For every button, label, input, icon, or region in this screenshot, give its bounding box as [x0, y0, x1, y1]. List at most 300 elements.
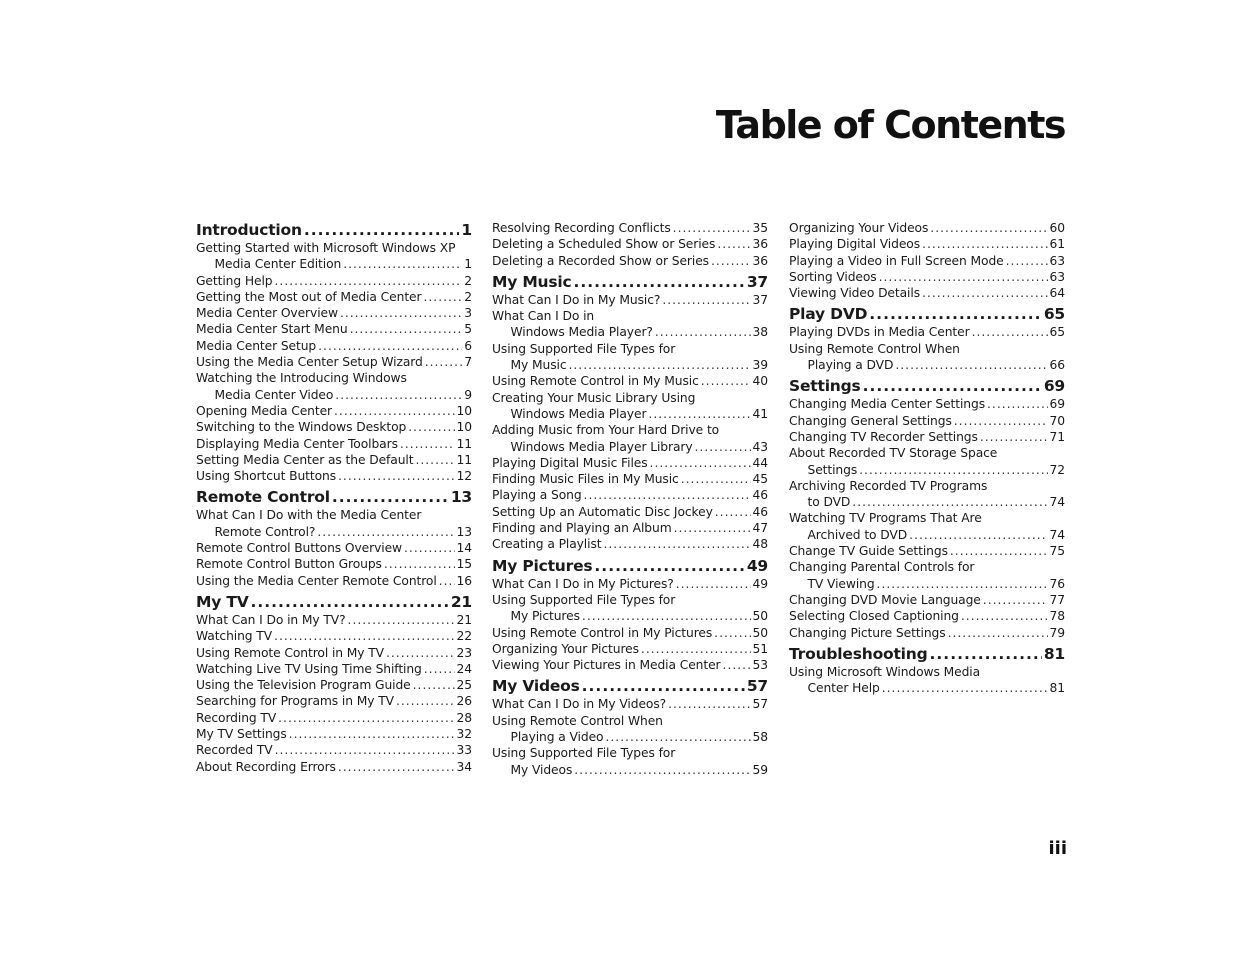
entry-page-number: 7 — [464, 355, 472, 370]
entry-page-number: 75 — [1049, 544, 1065, 559]
dot-leader — [673, 220, 751, 236]
entry-page-number: 69 — [1049, 397, 1065, 412]
toc-entry[interactable] — [789, 285, 1065, 301]
toc-entry[interactable] — [492, 406, 768, 422]
toc-entry[interactable] — [196, 436, 472, 452]
section-page-number: 49 — [746, 556, 768, 575]
entry-page-number: 61 — [1049, 237, 1065, 252]
toc-section-heading[interactable] — [789, 304, 1065, 324]
toc-entry[interactable] — [196, 661, 472, 677]
entry-page-number: 10 — [456, 403, 472, 418]
dot-leader — [930, 644, 1042, 664]
entry-page-number: 81 — [1049, 681, 1065, 696]
toc-entry[interactable] — [196, 693, 472, 709]
dot-leader — [961, 608, 1048, 624]
entry-title: Archived to DVD — [807, 527, 908, 542]
toc-entry[interactable] — [196, 710, 472, 726]
entry-page-number: 79 — [1049, 625, 1065, 640]
toc-entry[interactable] — [492, 487, 768, 503]
toc-entry[interactable] — [789, 220, 1065, 236]
toc-entry[interactable] — [492, 625, 768, 641]
toc-entry[interactable] — [789, 592, 1065, 608]
dot-leader — [983, 592, 1048, 608]
entry-page-number: 59 — [752, 762, 768, 777]
section-title: Settings — [789, 377, 861, 396]
entry-page-number: 10 — [456, 420, 472, 435]
toc-entry[interactable] — [492, 657, 768, 673]
dot-leader — [948, 625, 1048, 641]
toc-entry[interactable] — [492, 439, 768, 455]
dot-leader — [304, 220, 460, 240]
section-title: My Pictures — [492, 556, 593, 575]
entry-page-number: 76 — [1049, 576, 1065, 591]
section-title: Remote Control — [196, 488, 330, 507]
toc-entry[interactable] — [492, 729, 768, 745]
section-page-number: 21 — [450, 592, 472, 611]
entry-title: My Videos — [510, 762, 573, 777]
dot-leader — [650, 455, 751, 471]
section-page-number: 57 — [746, 677, 768, 696]
toc-entry-line[interactable]: About Recorded TV Storage Space — [789, 446, 998, 461]
entry-page-number: 66 — [1049, 358, 1065, 373]
toc-entry[interactable] — [789, 625, 1065, 641]
toc-entry[interactable] — [196, 468, 472, 484]
dot-leader — [343, 256, 462, 272]
toc-entry[interactable] — [492, 576, 768, 592]
toc-entry[interactable] — [789, 269, 1065, 285]
dot-leader — [338, 468, 455, 484]
dot-leader — [594, 556, 744, 576]
entry-page-number: 36 — [752, 237, 768, 252]
entry-title: Finding and Playing an Album — [492, 521, 672, 536]
entry-title: My Music — [510, 358, 567, 373]
dot-leader — [582, 608, 751, 624]
entry-page-number: 9 — [464, 387, 472, 402]
toc-entry[interactable] — [789, 680, 1065, 696]
section-title: My TV — [196, 592, 249, 611]
toc-entry[interactable] — [789, 429, 1065, 445]
entry-title: Using Shortcut Buttons — [196, 469, 337, 484]
entry-title: Finding Music Files in My Music — [492, 472, 679, 487]
toc-entry-line[interactable]: Getting Started with Microsoft Windows XP — [196, 241, 456, 255]
toc-entry[interactable] — [196, 419, 472, 435]
toc-entry-line[interactable]: Creating Your Music Library Using — [492, 390, 696, 405]
dot-leader — [384, 556, 455, 572]
entry-title: Playing Digital Music Files — [492, 455, 648, 470]
toc-entry[interactable] — [196, 452, 472, 468]
toc-entry[interactable] — [196, 726, 472, 742]
entry-page-number: 1 — [464, 257, 472, 272]
page-title: Table of Contents — [715, 103, 1065, 147]
toc-entry[interactable] — [196, 628, 472, 644]
entry-title: Changing Picture Settings — [789, 625, 946, 640]
entry-page-number: 43 — [752, 439, 768, 454]
entry-page-number: 48 — [752, 537, 768, 552]
entry-page-number: 24 — [456, 661, 472, 676]
entry-title: Changing General Settings — [789, 413, 952, 428]
toc-section-heading[interactable] — [492, 676, 768, 696]
entry-title: Remote Control? — [214, 524, 316, 539]
entry-title: Switching to the Windows Desktop — [196, 420, 407, 435]
entry-page-number: 53 — [752, 658, 768, 673]
dot-leader — [674, 520, 751, 536]
toc-section-heading[interactable] — [196, 592, 472, 612]
dot-leader — [863, 376, 1042, 396]
entry-page-number: 44 — [752, 455, 768, 470]
entry-title: Playing a Video in Full Screen Mode — [789, 253, 1004, 268]
dot-leader — [711, 253, 751, 269]
dot-leader — [439, 573, 455, 589]
dot-leader — [980, 429, 1048, 445]
entry-title: Settings — [807, 462, 858, 477]
entry-page-number: 63 — [1049, 253, 1065, 268]
dot-leader — [930, 220, 1047, 236]
entry-page-number: 70 — [1049, 413, 1065, 428]
entry-page-number: 38 — [752, 325, 768, 340]
entry-page-number: 11 — [456, 436, 472, 451]
toc-entry[interactable] — [492, 641, 768, 657]
section-title: My Music — [492, 272, 572, 291]
entry-title: Using the Television Program Guide — [196, 678, 411, 693]
toc-entry[interactable] — [492, 696, 768, 712]
entry-page-number: 72 — [1049, 462, 1065, 477]
dot-leader — [714, 625, 750, 641]
entry-title: What Can I Do in My TV? — [196, 612, 346, 627]
dot-leader — [695, 439, 751, 455]
entry-title: Searching for Programs in My TV — [196, 694, 394, 709]
toc-entry[interactable] — [789, 608, 1065, 624]
toc-entry[interactable] — [196, 759, 472, 775]
dot-leader — [332, 487, 449, 507]
entry-page-number: 77 — [1049, 592, 1065, 607]
toc-entry[interactable] — [196, 321, 472, 337]
dot-leader — [859, 462, 1047, 478]
toc-entry[interactable] — [196, 256, 472, 272]
entry-title: Playing a DVD — [807, 358, 894, 373]
section-page-number: 37 — [746, 272, 768, 291]
section-page-number: 13 — [450, 488, 472, 507]
toc-entry[interactable] — [196, 403, 472, 419]
dot-leader — [852, 494, 1047, 510]
entry-title: Changing Media Center Settings — [789, 397, 986, 412]
section-title: Troubleshooting — [789, 644, 928, 663]
entry-title: Recorded TV — [196, 743, 273, 758]
toc-entry-line[interactable]: Using Microsoft Windows Media — [789, 664, 981, 679]
entry-title: Setting Up an Automatic Disc Jockey — [492, 504, 713, 519]
toc-entry-line[interactable]: Using Supported File Types for — [492, 341, 676, 356]
entry-title: Deleting a Recorded Show or Series — [492, 253, 709, 268]
entry-page-number: 11 — [456, 452, 472, 467]
entry-page-number: 3 — [464, 306, 472, 321]
dot-leader — [717, 236, 750, 252]
entry-title: Remote Control Buttons Overview — [196, 541, 403, 556]
entry-page-number: 6 — [464, 338, 472, 353]
entry-page-number: 37 — [752, 292, 768, 307]
entry-title: TV Viewing — [807, 576, 875, 591]
toc-entry[interactable] — [789, 543, 1065, 559]
dot-leader — [574, 272, 745, 292]
entry-page-number: 58 — [752, 730, 768, 745]
entry-title: My TV Settings — [196, 727, 287, 742]
dot-leader — [676, 576, 751, 592]
toc-section-heading[interactable] — [492, 272, 768, 292]
toc-entry[interactable] — [196, 573, 472, 589]
entry-page-number: 64 — [1049, 286, 1065, 301]
toc-entry[interactable] — [196, 273, 472, 289]
dot-leader — [954, 413, 1048, 429]
entry-title: Remote Control Button Groups — [196, 557, 382, 572]
entry-title: Using the Media Center Remote Control — [196, 573, 437, 588]
entry-title: Setting Media Center as the Default — [196, 452, 414, 467]
toc-entry[interactable] — [492, 373, 768, 389]
section-page-number: 65 — [1043, 305, 1065, 324]
dot-leader — [574, 762, 750, 778]
dot-leader — [274, 628, 455, 644]
entry-title: Center Help — [807, 681, 880, 696]
entry-title: Playing Digital Videos — [789, 237, 921, 252]
entry-page-number: 63 — [1049, 269, 1065, 284]
dot-leader — [251, 592, 449, 612]
entry-title: My Pictures — [510, 609, 580, 624]
dot-leader — [641, 641, 751, 657]
entry-title: Getting Help — [196, 273, 273, 288]
dot-leader — [922, 236, 1048, 252]
entry-page-number: 51 — [752, 641, 768, 656]
toc-entry[interactable] — [196, 677, 472, 693]
entry-page-number: 28 — [456, 710, 472, 725]
toc-entry[interactable] — [196, 289, 472, 305]
entry-title: Media Center Start Menu — [196, 322, 348, 337]
toc-entry[interactable] — [789, 494, 1065, 510]
toc-entry[interactable] — [196, 645, 472, 661]
toc-entry[interactable] — [492, 762, 768, 778]
section-page-number: 69 — [1043, 377, 1065, 396]
entry-title: Resolving Recording Conflicts — [492, 221, 671, 235]
toc-section-heading[interactable] — [196, 487, 472, 507]
entry-title: Windows Media Player Library — [510, 439, 693, 454]
toc-entry[interactable] — [789, 413, 1065, 429]
entry-title: Viewing Your Pictures in Media Center — [492, 658, 721, 673]
dot-leader — [408, 419, 454, 435]
toc-entry[interactable] — [196, 556, 472, 572]
toc-entry[interactable] — [196, 305, 472, 321]
entry-title: Windows Media Player? — [510, 325, 653, 340]
entry-title: Organizing Your Videos — [789, 221, 929, 235]
entry-title: Deleting a Scheduled Show or Series — [492, 237, 716, 252]
entry-title: Displaying Media Center Toolbars — [196, 436, 398, 451]
toc-entry[interactable] — [789, 462, 1065, 478]
entry-title: Using Remote Control in My TV — [196, 645, 384, 660]
toc-entry[interactable] — [492, 357, 768, 373]
entry-page-number: 74 — [1049, 495, 1065, 510]
entry-page-number: 65 — [1049, 325, 1065, 340]
toc-entry[interactable] — [492, 236, 768, 252]
toc-entry[interactable] — [492, 253, 768, 269]
toc-section-heading[interactable] — [492, 556, 768, 576]
dot-leader — [348, 612, 455, 628]
entry-title: Organizing Your Pictures — [492, 641, 639, 656]
dot-leader — [423, 289, 462, 305]
section-page-number: 81 — [1043, 644, 1065, 663]
section-title: Introduction — [196, 221, 302, 239]
entry-page-number: 50 — [752, 609, 768, 624]
dot-leader — [584, 487, 751, 503]
toc-entry[interactable] — [492, 536, 768, 552]
toc-entry[interactable] — [492, 324, 768, 340]
dot-leader — [909, 527, 1047, 543]
toc-entry-line[interactable]: Using Remote Control When — [492, 713, 663, 728]
entry-page-number: 12 — [456, 469, 472, 484]
dot-leader — [655, 324, 751, 340]
toc-entry-line[interactable]: What Can I Do with the Media Center — [196, 508, 422, 523]
entry-page-number: 45 — [752, 472, 768, 487]
dot-leader — [338, 759, 455, 775]
entry-page-number: 57 — [752, 697, 768, 712]
toc-entry[interactable] — [196, 338, 472, 354]
toc-entry[interactable] — [492, 520, 768, 536]
entry-title: What Can I Do in My Videos? — [492, 697, 667, 712]
entry-page-number: 2 — [464, 273, 472, 288]
toc-entry[interactable] — [492, 504, 768, 520]
toc-entry[interactable] — [789, 357, 1065, 373]
entry-page-number: 49 — [752, 576, 768, 591]
entry-title: Creating a Playlist — [492, 537, 602, 552]
dot-leader — [335, 387, 462, 403]
entry-title: Media Center Edition — [214, 257, 342, 272]
entry-page-number: 25 — [456, 678, 472, 693]
entry-page-number: 60 — [1049, 221, 1065, 235]
toc-entry[interactable] — [492, 292, 768, 308]
dot-leader — [987, 396, 1048, 412]
section-title: Play DVD — [789, 305, 868, 324]
entry-page-number: 71 — [1049, 429, 1065, 444]
entry-title: What Can I Do in My Pictures? — [492, 576, 674, 591]
toc-entry[interactable] — [196, 540, 472, 556]
entry-title: Playing a Video — [510, 730, 604, 745]
dot-leader — [317, 524, 454, 540]
dot-leader — [340, 305, 462, 321]
dot-leader — [275, 742, 455, 758]
page-number: iii — [1048, 838, 1067, 859]
entry-page-number: 32 — [456, 727, 472, 742]
entry-page-number: 13 — [456, 524, 472, 539]
entry-title: Selecting Closed Captioning — [789, 609, 959, 624]
entry-title: Using Remote Control in My Music — [492, 374, 699, 389]
dot-leader — [681, 471, 751, 487]
dot-leader — [424, 661, 455, 677]
toc-column-3 — [789, 220, 1065, 696]
dot-leader — [404, 540, 455, 556]
dot-leader — [922, 285, 1048, 301]
entry-page-number: 47 — [752, 521, 768, 536]
toc-entry-line[interactable]: Using Supported File Types for — [492, 592, 676, 607]
toc-entry[interactable] — [492, 608, 768, 624]
entry-page-number: 21 — [456, 612, 472, 627]
entry-title: Recording TV — [196, 710, 277, 725]
dot-leader — [715, 504, 751, 520]
dot-leader — [318, 338, 462, 354]
toc-entry[interactable] — [492, 471, 768, 487]
toc-section-heading[interactable] — [789, 644, 1065, 664]
entry-title: Watching TV — [196, 629, 273, 644]
dot-leader — [882, 680, 1048, 696]
toc-entry[interactable] — [789, 527, 1065, 543]
dot-leader — [605, 729, 750, 745]
section-title: My Videos — [492, 677, 580, 696]
entry-title: What Can I Do in My Music? — [492, 292, 661, 307]
toc-entry[interactable] — [789, 576, 1065, 592]
toc-entry[interactable] — [196, 354, 472, 370]
toc-entry-line[interactable]: Adding Music from Your Hard Drive to — [492, 423, 720, 438]
dot-leader — [289, 726, 455, 742]
toc-entry-line[interactable]: Using Remote Control When — [789, 341, 960, 356]
dot-leader — [415, 452, 454, 468]
toc-entry-line[interactable]: What Can I Do in — [492, 309, 595, 324]
dot-leader — [869, 304, 1042, 324]
toc-entry[interactable] — [492, 455, 768, 471]
toc-entry-line[interactable]: Watching TV Programs That Are — [789, 511, 982, 526]
dot-leader — [723, 657, 751, 673]
toc-entry[interactable] — [789, 253, 1065, 269]
toc-entry-line[interactable]: Archiving Recorded TV Programs — [789, 478, 988, 493]
entry-page-number: 5 — [464, 322, 472, 337]
toc-entry[interactable] — [492, 220, 768, 236]
entry-page-number: 41 — [752, 406, 768, 421]
toc-entry[interactable] — [196, 612, 472, 628]
dot-leader — [413, 677, 455, 693]
toc-entry[interactable] — [789, 396, 1065, 412]
entry-title: Windows Media Player — [510, 406, 647, 421]
entry-title: Playing DVDs in Media Center — [789, 325, 970, 340]
entry-page-number: 16 — [456, 573, 472, 588]
toc-entry[interactable] — [789, 324, 1065, 340]
toc-entry[interactable] — [196, 524, 472, 540]
toc-entry[interactable] — [789, 236, 1065, 252]
entry-page-number: 14 — [456, 541, 472, 556]
toc-entry-line[interactable]: Changing Parental Controls for — [789, 560, 975, 575]
entry-page-number: 36 — [752, 253, 768, 268]
toc-column-2 — [492, 220, 768, 778]
dot-leader — [425, 354, 463, 370]
entry-title: About Recording Errors — [196, 759, 336, 774]
entry-page-number: 46 — [752, 488, 768, 503]
entry-title: Media Center Setup — [196, 338, 317, 353]
dot-leader — [568, 357, 750, 373]
toc-column-1 — [196, 220, 472, 775]
dot-leader — [648, 406, 750, 422]
toc-entry[interactable] — [196, 742, 472, 758]
entry-page-number: 39 — [752, 358, 768, 373]
dot-leader — [701, 373, 751, 389]
toc-entry-line[interactable]: Watching the Introducing Windows — [196, 371, 407, 386]
entry-page-number: 33 — [456, 743, 472, 758]
dot-leader — [972, 324, 1048, 340]
toc-entry[interactable] — [196, 387, 472, 403]
entry-page-number: 35 — [752, 221, 768, 235]
toc-entry-line[interactable]: Using Supported File Types for — [492, 746, 676, 761]
dot-leader — [400, 436, 455, 452]
dot-leader — [877, 576, 1048, 592]
entry-title: Getting the Most out of Media Center — [196, 289, 422, 304]
entry-page-number: 78 — [1049, 609, 1065, 624]
dot-leader — [895, 357, 1047, 373]
toc-section-heading[interactable] — [789, 376, 1065, 396]
entry-page-number: 34 — [456, 759, 472, 774]
dot-leader — [879, 269, 1048, 285]
entry-title: Watching Live TV Using Time Shifting — [196, 661, 422, 676]
entry-title: Media Center Video — [214, 387, 334, 402]
toc-section-heading[interactable] — [196, 220, 472, 240]
